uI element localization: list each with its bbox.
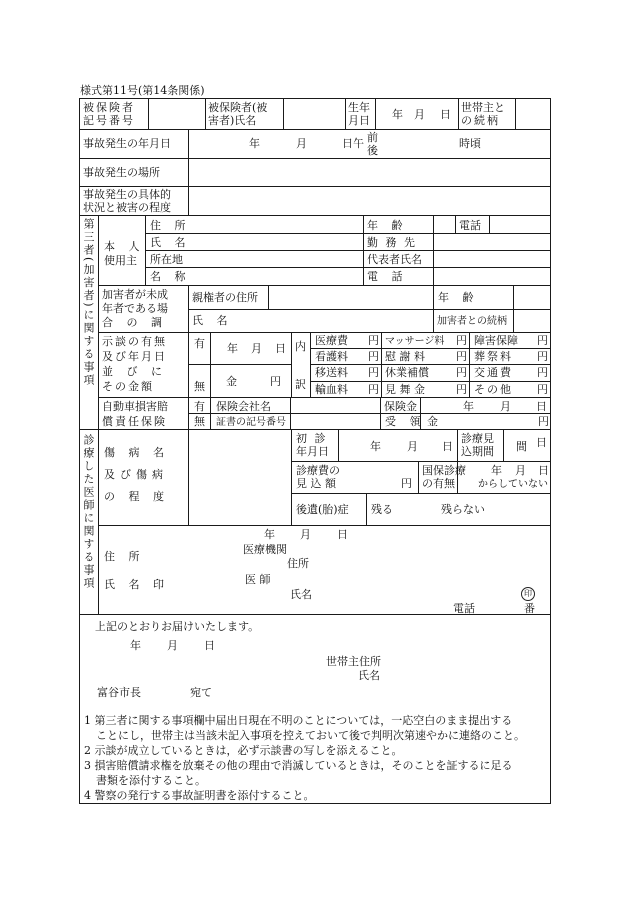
institution-label: 医療機関 xyxy=(243,543,287,556)
birth-month: 月 xyxy=(414,108,425,121)
note-1b: ことにし，世帯主は当該未記入事項を控えておいて後で判明次第速やかに連絡のこと。 xyxy=(96,729,525,742)
settlement-year: 年 xyxy=(227,342,238,355)
note-1a: 1 第三者に関する事項欄中届出日現在不明のことについては，一応空白のまま提出する xyxy=(84,714,513,727)
accident-detail-label-1: 事故発生の具体的 xyxy=(83,188,171,201)
kokuho-month: 月 xyxy=(515,464,526,477)
item-massage: マッサージ料 xyxy=(385,336,445,347)
birth-day: 日 xyxy=(440,108,451,121)
cert-number-label: 証書の記号番号 xyxy=(216,417,286,428)
kokuho-label-2: の有無 xyxy=(422,477,455,490)
doctor-name-label: 氏名 xyxy=(290,588,312,601)
birth-year: 年 xyxy=(392,108,403,121)
guardian-age-label: 年 齢 xyxy=(438,291,479,304)
item-traffic-yen: 円 xyxy=(537,366,548,379)
item-nursing-yen: 円 xyxy=(368,350,379,363)
footer-month: 月 xyxy=(167,639,178,652)
cert-day: 日 xyxy=(337,528,348,541)
insurance-company-label: 保険会社名 xyxy=(216,400,271,413)
minor-label-3: 合 の 調 xyxy=(102,316,167,329)
householder-name-label: 氏名 xyxy=(358,669,380,682)
jibaiseki-label-2: 償責任保険 xyxy=(102,415,167,428)
tp-age-label: 年 齢 xyxy=(367,219,408,232)
first-visit-label-2: 年月日 xyxy=(296,445,329,458)
insured-no-label-2: 記号番号 xyxy=(83,114,135,127)
medical-vertical-label: 診療した医師に関する事項 xyxy=(82,434,95,590)
tp-phone-label: 電話 xyxy=(459,219,481,232)
item-transport-yen: 円 xyxy=(368,366,379,379)
note-3a: 3 損害賠償請求権を放棄その他の理由で消滅しているときは，そのことを証するに足る xyxy=(84,759,513,772)
footer-year: 年 xyxy=(130,639,141,652)
minor-label-1: 加害者が未成 xyxy=(102,288,168,301)
accident-am: 前 xyxy=(367,131,378,144)
settlement-label-4: その金額 xyxy=(102,380,154,393)
first-visit-label-1: 初 診 xyxy=(296,432,328,445)
doctor-label: 医 師 xyxy=(245,573,271,586)
item-funeral-yen: 円 xyxy=(537,350,548,363)
disease-label-2: 及び傷病 xyxy=(104,468,168,481)
item-transport: 移送料 xyxy=(315,366,348,379)
sequela-not-remain: 残らない xyxy=(441,503,485,516)
item-nursing: 看護料 xyxy=(315,350,348,363)
expected-day: 日 xyxy=(536,436,547,449)
sequela-label: 後遺(胎)症 xyxy=(296,503,349,516)
declaration-text: 上記のとおりお届けいたします。 xyxy=(95,620,260,633)
tp-workplace-label: 勤 務 先 xyxy=(367,236,417,249)
breakdown-uchi: 内 xyxy=(295,340,306,353)
jibaiseki-has: 有 xyxy=(194,400,205,413)
accident-year: 年 xyxy=(249,137,260,150)
received-kin: 金 xyxy=(427,415,438,428)
insured-name-label-1: 被保険者(被 xyxy=(208,101,268,114)
first-visit-month: 月 xyxy=(407,440,418,453)
cert-month: 月 xyxy=(300,528,311,541)
cost-yen: 円 xyxy=(401,477,412,490)
item-other-yen: 円 xyxy=(537,383,548,396)
accident-month: 月 xyxy=(296,137,307,150)
kokuho-day: 日 xyxy=(538,464,549,477)
item-leave-comp: 休業補償 xyxy=(385,366,429,379)
relation-label-2: の続柄 xyxy=(461,114,500,127)
item-traffic: 交通費 xyxy=(474,366,513,379)
cert-year: 年 xyxy=(264,528,275,541)
settlement-label-1: 示談の有無 xyxy=(102,335,167,348)
item-massage-yen: 円 xyxy=(456,334,467,347)
item-funeral: 葬祭料 xyxy=(474,350,513,363)
first-visit-year: 年 xyxy=(370,440,381,453)
kokuho-year: 年 xyxy=(491,464,502,477)
breakdown-wake: 訳 xyxy=(295,378,306,391)
guardian-address-label: 親権者の住所 xyxy=(192,291,258,304)
insurance-money-label: 保険金 xyxy=(384,400,417,413)
tp-phone2-label: 電 話 xyxy=(367,270,408,283)
tp-address-label: 住 所 xyxy=(150,219,191,232)
tp-company-label: 名 称 xyxy=(150,270,191,283)
item-consolation-yen: 円 xyxy=(456,350,467,363)
third-party-vertical-label: 第三者(加害者)に関する事項 xyxy=(82,218,95,387)
item-disability: 障害保障 xyxy=(474,334,518,347)
insured-name-label-2: 害者)氏名 xyxy=(208,114,257,127)
addressee-label: 宛て xyxy=(190,686,212,699)
item-blood: 輸血料 xyxy=(315,383,348,396)
birth-label-2: 月日 xyxy=(348,114,370,127)
item-other: その他 xyxy=(474,383,513,396)
guardian-name-label: 氏 名 xyxy=(192,314,233,327)
kokuho-not-via: からしていない xyxy=(478,479,548,490)
item-disability-yen: 円 xyxy=(537,334,548,347)
item-sympathy-yen: 円 xyxy=(456,383,467,396)
ins-month: 月 xyxy=(500,400,511,413)
form-title: 様式第11号(第14条関係) xyxy=(80,84,205,97)
jibaiseki-label-1: 自動車損害賠 xyxy=(102,400,168,413)
settlement-month: 月 xyxy=(251,342,262,355)
item-sympathy: 見 舞 金 xyxy=(385,383,425,396)
accident-pm: 後 xyxy=(367,144,378,157)
institution-address-label: 住所 xyxy=(287,557,309,570)
mayor-label: 富谷市長 xyxy=(97,686,141,699)
tp-name-label: 氏 名 xyxy=(150,236,191,249)
cost-label-1: 診療費の xyxy=(296,464,340,477)
householder-address-label: 世帯主住所 xyxy=(326,655,381,668)
doctor-phone-label: 電話 xyxy=(453,602,475,615)
item-consolation: 慰 謝 料 xyxy=(385,350,425,363)
cost-label-2: 見 込 額 xyxy=(296,477,336,490)
footer-day: 日 xyxy=(204,639,215,652)
insured-no-label-1: 被保険者 xyxy=(83,101,135,114)
note-3b: 書類を添付すること。 xyxy=(96,774,206,787)
relation-to-offender-label: 加害者との続柄 xyxy=(437,316,507,327)
received-label: 受 領 xyxy=(385,415,426,428)
employer-label: 使用主 xyxy=(104,254,137,267)
doctor-name-seal-label: 氏 名 印 xyxy=(104,578,169,591)
settlement-kin: 金 xyxy=(226,375,237,388)
item-medical: 医療費 xyxy=(315,334,348,347)
jibaiseki-none: 無 xyxy=(194,415,205,428)
accident-date-label: 事故発生の年月日 xyxy=(83,137,171,150)
accident-detail-label-2: 状況と被害の程度 xyxy=(83,201,171,214)
tp-location-label: 所在地 xyxy=(150,253,183,266)
accident-day-pm: 日午 xyxy=(342,137,364,150)
doctor-address-label: 住 所 xyxy=(104,550,145,563)
kokuho-label-1: 国保診療 xyxy=(422,464,466,477)
expected-period-label-2: 込期間 xyxy=(461,445,494,458)
accident-hour: 時頃 xyxy=(459,137,481,150)
ins-year: 年 xyxy=(463,400,474,413)
doctor-phone-ban: 番 xyxy=(524,602,535,615)
disease-label-3: の 程 度 xyxy=(104,490,169,503)
item-medical-yen: 円 xyxy=(368,334,379,347)
accident-place-label: 事故発生の場所 xyxy=(83,166,160,179)
note-4: 4 警察の発行する事故証明書を添付すること。 xyxy=(84,789,315,802)
expected-period-label-1: 診療見 xyxy=(461,432,494,445)
seal-icon: 印 xyxy=(521,587,535,601)
note-2: 2 示談が成立しているときは，必ず示談書の写しを添えること。 xyxy=(84,744,403,757)
relation-label-1: 世帯主と xyxy=(461,101,505,114)
self-label: 本 人 xyxy=(104,240,145,253)
expected-kan: 間 xyxy=(516,440,527,453)
settlement-none: 無 xyxy=(194,380,205,393)
first-visit-day: 日 xyxy=(442,440,453,453)
ins-day: 日 xyxy=(536,400,547,413)
tp-rep-label: 代表者氏名 xyxy=(367,253,422,266)
received-yen: 円 xyxy=(538,415,549,428)
disease-label-1: 傷 病 名 xyxy=(104,446,169,459)
minor-label-2: 年者である場 xyxy=(102,302,168,315)
sequela-remains: 残る xyxy=(371,503,393,516)
birth-label-1: 生年 xyxy=(348,101,370,114)
settlement-day: 日 xyxy=(275,342,286,355)
settlement-yen: 円 xyxy=(270,375,281,388)
settlement-has: 有 xyxy=(194,337,205,350)
settlement-label-3: 並 び に xyxy=(102,365,167,378)
item-leave-comp-yen: 円 xyxy=(456,366,467,379)
item-blood-yen: 円 xyxy=(368,383,379,396)
settlement-label-2: 及び年月日 xyxy=(102,350,167,363)
